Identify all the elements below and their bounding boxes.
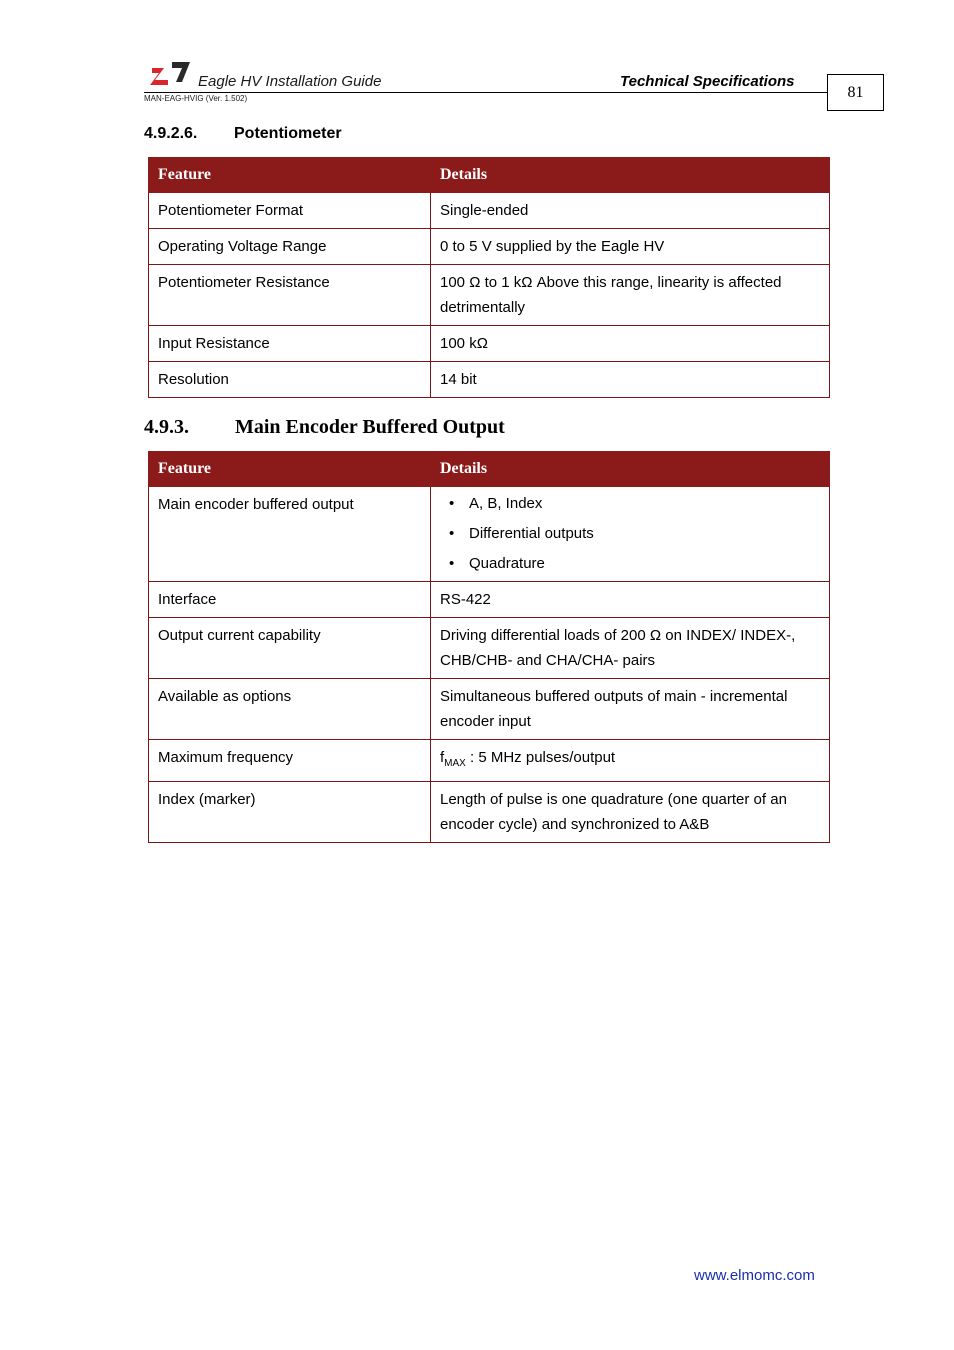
page-number: 81 [827, 74, 884, 111]
feature-cell: Main encoder buffered output [149, 487, 431, 582]
table-header-row [149, 452, 830, 487]
encoder-table [148, 451, 830, 843]
feature-cell: Output current capability [149, 618, 431, 679]
list-item: • Differential outputs [440, 519, 820, 549]
header-section-title: Technical Specifications [620, 73, 795, 90]
table-header-row [149, 158, 830, 193]
section-title: Main Encoder Buffered Output [235, 416, 505, 438]
feature-cell: Operating Voltage Range [149, 229, 431, 265]
website-link[interactable]: www.elmomc.com [694, 1267, 815, 1284]
details-subscript: MAX [444, 758, 466, 769]
details-cell: 100 Ω to 1 kΩ Above this range, linearity is affected detrimentally [431, 265, 830, 326]
feature-cell: Available as options [149, 679, 431, 740]
column-header-feature: Feature [149, 452, 431, 487]
potentiometer-heading [144, 125, 342, 143]
section-number: 4.9.3. [144, 416, 189, 438]
table-row [149, 679, 830, 740]
document-code: MAN-EAG-HVIG (Ver. 1.502) [144, 94, 248, 103]
list-item: • A, B, Index [440, 489, 820, 519]
table-row [149, 618, 830, 679]
feature-cell: Input Resistance [149, 326, 431, 362]
table-row [149, 740, 830, 782]
column-header-details: Details [431, 158, 830, 193]
feature-cell: Resolution [149, 362, 431, 398]
details-cell: 100 kΩ [431, 326, 830, 362]
elmo-logo-icon [148, 58, 190, 88]
list-item: • Quadrature [440, 549, 820, 579]
table-row [149, 193, 830, 229]
details-cell: Simultaneous buffered outputs of main - incremental encoder input [431, 679, 830, 740]
details-prefix: f [440, 749, 445, 766]
details-cell: RS-422 [431, 582, 830, 618]
table-row [149, 782, 830, 843]
table-row [149, 362, 830, 398]
details-cell [431, 487, 830, 582]
details-cell: Length of pulse is one quadrature (one quarter of an encoder cycle) and synchronized to A&B [431, 782, 830, 843]
section-title: Potentiometer [234, 125, 342, 142]
details-cell [431, 740, 830, 782]
bullet-list [440, 489, 820, 579]
details-suffix: : 5 MHz pulses/output [465, 749, 616, 766]
column-header-details: Details [431, 452, 830, 487]
table-row [149, 229, 830, 265]
encoder-heading [144, 416, 505, 439]
details-cell: Single-ended [431, 193, 830, 229]
table-row [149, 326, 830, 362]
header-rule [144, 92, 828, 93]
feature-cell: Maximum frequency [149, 740, 431, 782]
details-cell: Driving differential loads of 200 Ω on INDEX/ INDEX-, CHB/CHB- and CHA/CHA- pairs [431, 618, 830, 679]
details-cell: 0 to 5 V supplied by the Eagle HV [431, 229, 830, 265]
document-title: Eagle HV Installation Guide [198, 73, 382, 90]
feature-cell: Interface [149, 582, 431, 618]
feature-cell: Index (marker) [149, 782, 431, 843]
details-cell: 14 bit [431, 362, 830, 398]
potentiometer-table [148, 157, 830, 398]
page-header [144, 56, 884, 112]
feature-cell: Potentiometer Resistance [149, 265, 431, 326]
table-row [149, 265, 830, 326]
table-row [149, 487, 830, 582]
table-row [149, 582, 830, 618]
section-number: 4.9.2.6. [144, 125, 198, 142]
column-header-feature: Feature [149, 158, 431, 193]
feature-cell: Potentiometer Format [149, 193, 431, 229]
